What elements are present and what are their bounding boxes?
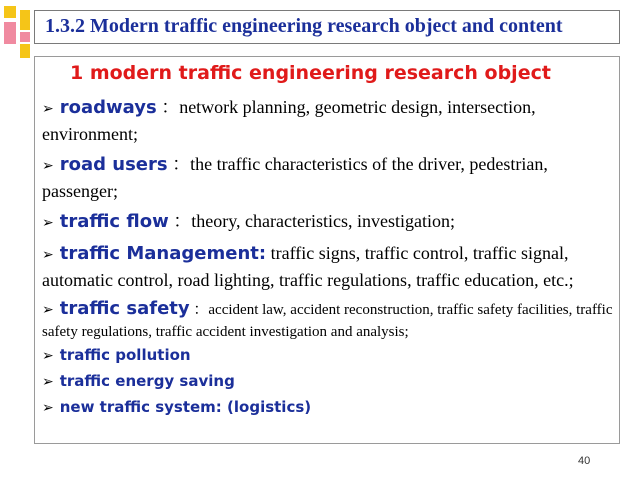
- decoration-pink-square: [20, 32, 30, 42]
- arrow-bullet-icon: ➢: [42, 302, 54, 318]
- list-item: [42, 343, 618, 369]
- list-item: [42, 95, 618, 147]
- decoration-yellow-square: [4, 6, 16, 18]
- arrow-bullet-icon: ➢: [42, 247, 54, 263]
- item-description: accident law, accident reconstruction, traffic safety facilities, traffic safety regulations, traffic accident investigation and analysis;: [42, 302, 613, 340]
- section-heading: 1 modern traffic engineering research object: [70, 62, 551, 84]
- arrow-bullet-icon: ➢: [42, 101, 54, 117]
- item-description: the traffic characteristics of the driver, pedestrian, passenger;: [42, 154, 548, 201]
- list-item: [42, 369, 618, 395]
- item-description: traffic signs, traffic control, traffic signal, automatic control, road lighting, traffic regulations, traffic education, etc.;: [42, 243, 574, 290]
- arrow-bullet-icon: ➢: [42, 158, 54, 174]
- item-keyword: traffic safety: [59, 298, 190, 319]
- item-description: network planning, geometric design, intersection, environment;: [42, 97, 536, 144]
- item-description: theory, characteristics, investigation;: [191, 211, 455, 231]
- arrow-bullet-icon: ➢: [42, 400, 54, 416]
- item-keyword: traffic flow: [59, 211, 169, 232]
- item-keyword: traffic pollution: [59, 346, 191, 364]
- decoration-yellow-square: [20, 10, 30, 30]
- item-separator: ：: [172, 154, 191, 174]
- arrow-bullet-icon: ➢: [42, 348, 54, 364]
- decoration-pink-square: [4, 22, 16, 44]
- decoration-yellow-square: [20, 44, 30, 58]
- item-separator: ：: [173, 211, 192, 231]
- title-box: [34, 10, 620, 44]
- item-keyword: new traffic system: (logistics): [59, 398, 312, 416]
- item-keyword: roadways: [59, 97, 157, 118]
- item-keyword: traffic energy saving: [59, 372, 235, 390]
- arrow-bullet-icon: ➢: [42, 215, 54, 231]
- slide-title: 1.3.2 Modern traffic engineering research object and content: [45, 15, 563, 37]
- item-separator: ：: [193, 302, 209, 318]
- bullet-list: [42, 95, 618, 421]
- list-item: [42, 395, 618, 421]
- list-item: [42, 152, 618, 204]
- list-item: [42, 298, 618, 343]
- list-item: [42, 241, 618, 293]
- item-keyword: traffic Management:: [59, 243, 267, 264]
- page-number: 40: [578, 455, 591, 467]
- list-item: [42, 209, 618, 236]
- item-keyword: road users: [59, 154, 168, 175]
- item-separator: ：: [161, 97, 180, 117]
- arrow-bullet-icon: ➢: [42, 374, 54, 390]
